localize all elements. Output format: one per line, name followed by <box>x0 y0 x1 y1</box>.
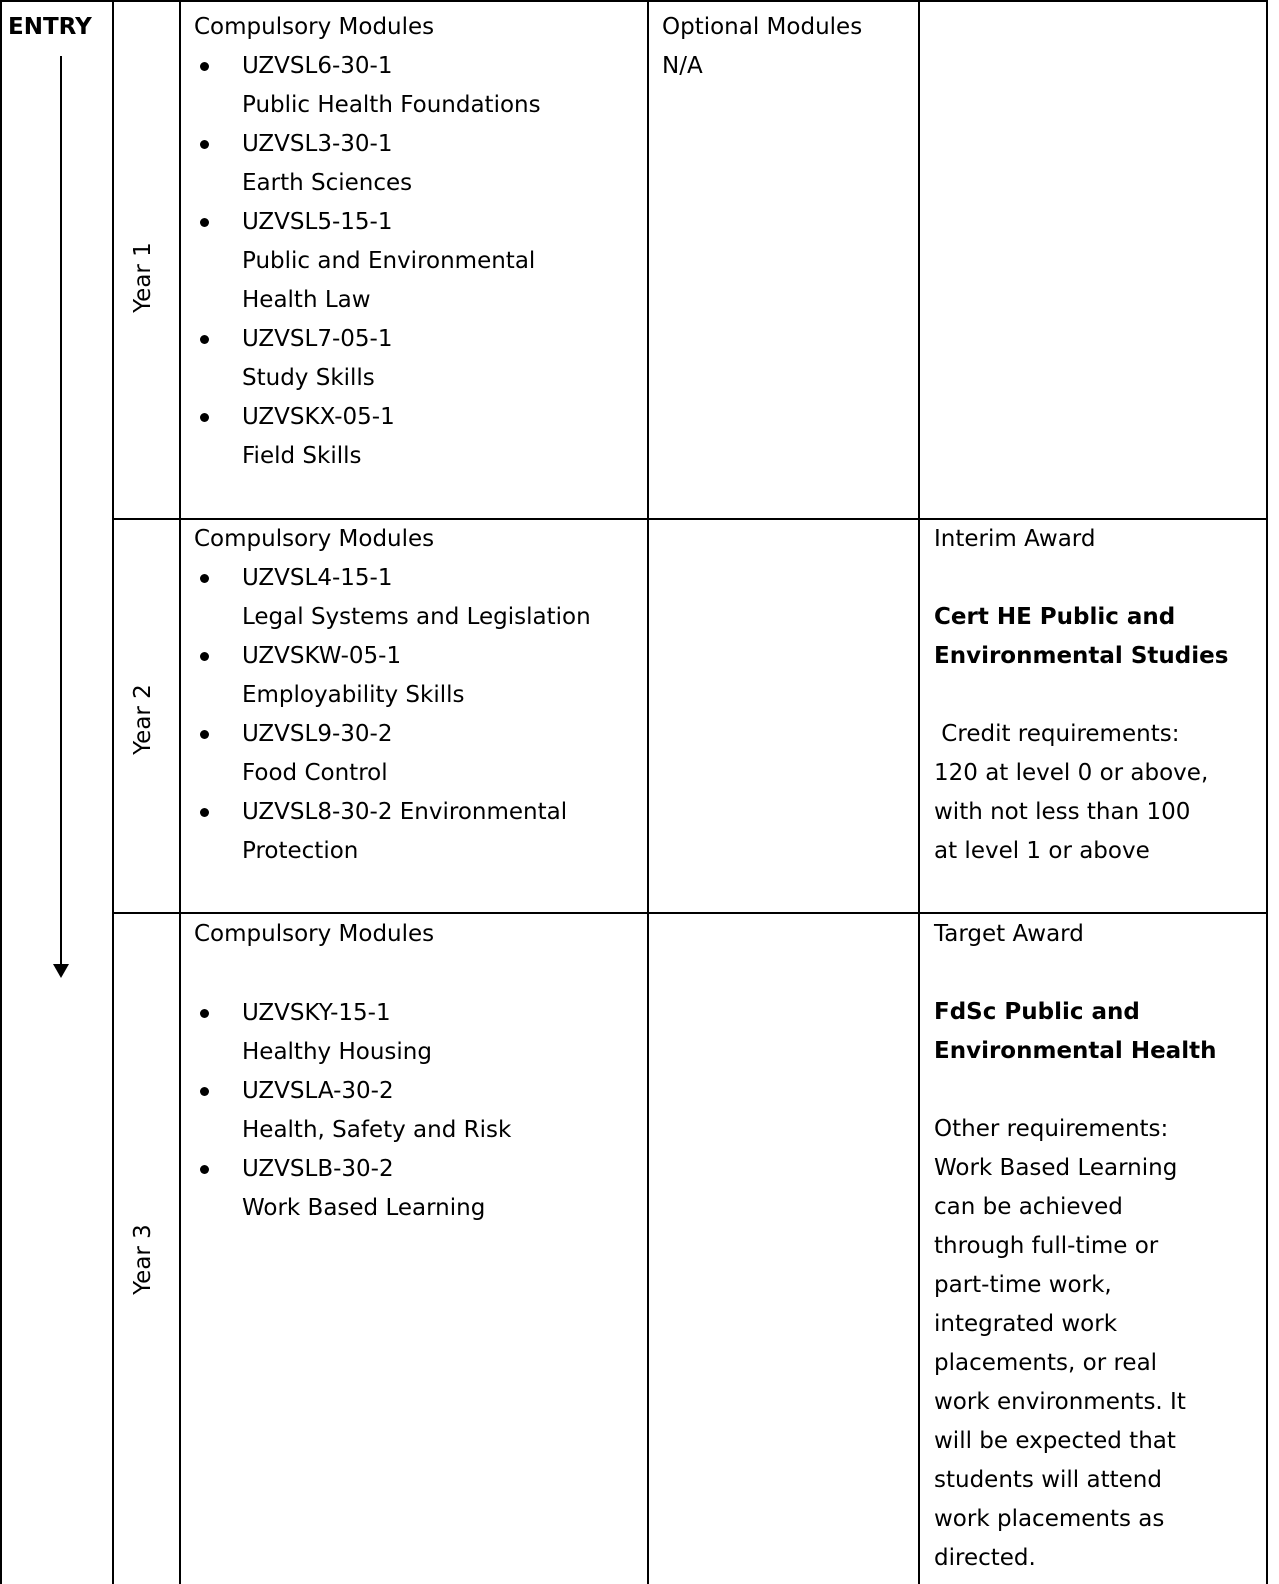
list-item <box>194 398 541 476</box>
module-title: Public Health Foundations <box>242 92 541 118</box>
year-3-module-list <box>194 994 511 1228</box>
year-1-label: Year 1 <box>129 242 156 313</box>
other-requirements-line: placements, or real <box>934 1350 1158 1376</box>
other-requirements-line: Work Based Learning <box>934 1155 1178 1181</box>
other-requirements-line: integrated work <box>934 1311 1118 1337</box>
module-title: Legal Systems and Legislation <box>242 604 591 630</box>
module-code: UZVSKY-15-1 <box>242 1000 391 1026</box>
module-code: UZVSL6-30-1 <box>242 53 393 79</box>
other-requirements-line: Other requirements: <box>934 1116 1169 1142</box>
progression-arrow-line <box>60 56 62 966</box>
credit-requirements: Credit requirements: <box>934 721 1180 747</box>
table-divider-optional <box>918 0 920 1584</box>
award-name-cont: Environmental Health <box>934 1038 1217 1064</box>
credit-requirements-line: 120 at level 0 or above, <box>934 760 1209 786</box>
row-divider-2 <box>112 912 1268 914</box>
list-item <box>194 1072 511 1150</box>
other-requirements-line: through full-time or <box>934 1233 1159 1259</box>
module-code: UZVSKW-05-1 <box>242 643 402 669</box>
module-code: UZVSL5-15-1 <box>242 209 393 235</box>
list-item <box>194 559 591 637</box>
list-item <box>194 793 591 871</box>
year-2-label: Year 2 <box>129 684 156 755</box>
other-requirements-line: will be expected that <box>934 1428 1176 1454</box>
down-arrow-icon <box>53 964 69 978</box>
other-requirements-line: part-time work, <box>934 1272 1112 1298</box>
credit-requirements-line: at level 1 or above <box>934 838 1150 864</box>
table-border-left <box>0 0 2 1584</box>
award-name: Cert HE Public and <box>934 604 1176 630</box>
module-title: Work Based Learning <box>242 1195 486 1221</box>
entry-label: ENTRY <box>8 14 92 40</box>
credit-requirements-line: with not less than 100 <box>934 799 1191 825</box>
module-title: Public and Environmental <box>242 248 536 274</box>
list-item <box>194 125 541 203</box>
award-name: FdSc Public and <box>934 999 1140 1025</box>
award-type: Interim Award <box>934 526 1096 552</box>
year-2-award <box>934 520 1228 871</box>
year-3-award <box>934 915 1216 1578</box>
list-item <box>194 320 541 398</box>
optional-modules-value: N/A <box>662 53 703 79</box>
module-code: UZVSL9-30-2 <box>242 721 393 747</box>
module-title: Field Skills <box>242 443 362 469</box>
table-divider-compulsory <box>647 0 649 1584</box>
list-item <box>194 637 591 715</box>
module-code: UZVSL8-30-2 Environmental <box>242 799 568 825</box>
module-code: UZVSLA-30-2 <box>242 1078 394 1104</box>
module-title: Health, Safety and Risk <box>242 1117 512 1143</box>
module-title: Food Control <box>242 760 388 786</box>
optional-modules-heading: Optional Modules <box>662 14 863 40</box>
list-item <box>194 47 541 125</box>
other-requirements-line: can be achieved <box>934 1194 1123 1220</box>
module-title: Study Skills <box>242 365 375 391</box>
year-1-compulsory-heading: Compulsory Modules <box>194 14 435 40</box>
table-divider-entry <box>112 0 114 1584</box>
module-title: Healthy Housing <box>242 1039 432 1065</box>
year-3-label: Year 3 <box>129 1224 156 1295</box>
module-title: Protection <box>242 838 359 864</box>
module-title-cont: Health Law <box>242 287 371 313</box>
list-item <box>194 994 511 1072</box>
table-divider-year <box>179 0 181 1584</box>
award-type: Target Award <box>934 921 1084 947</box>
module-code: UZVSL3-30-1 <box>242 131 393 157</box>
other-requirements-line: work environments. It <box>934 1389 1186 1415</box>
list-item <box>194 1150 511 1228</box>
year-3-compulsory-heading: Compulsory Modules <box>194 921 435 947</box>
module-title: Employability Skills <box>242 682 465 708</box>
table-border-top <box>0 0 1268 2</box>
other-requirements-line: students will attend <box>934 1467 1162 1493</box>
module-code: UZVSLB-30-2 <box>242 1156 394 1182</box>
award-name-cont: Environmental Studies <box>934 643 1229 669</box>
other-requirements <box>934 1110 1216 1578</box>
module-code: UZVSL7-05-1 <box>242 326 393 352</box>
module-title: Earth Sciences <box>242 170 413 196</box>
list-item <box>194 715 591 793</box>
year-1-module-list <box>194 47 541 476</box>
module-code: UZVSL4-15-1 <box>242 565 393 591</box>
module-code: UZVSKX-05-1 <box>242 404 395 430</box>
year-2-compulsory-heading: Compulsory Modules <box>194 526 435 552</box>
list-item <box>194 203 541 320</box>
other-requirements-line: directed. <box>934 1545 1036 1571</box>
table-border-right <box>1266 0 1268 1584</box>
other-requirements-line: work placements as <box>934 1506 1165 1532</box>
year-2-module-list <box>194 559 591 871</box>
